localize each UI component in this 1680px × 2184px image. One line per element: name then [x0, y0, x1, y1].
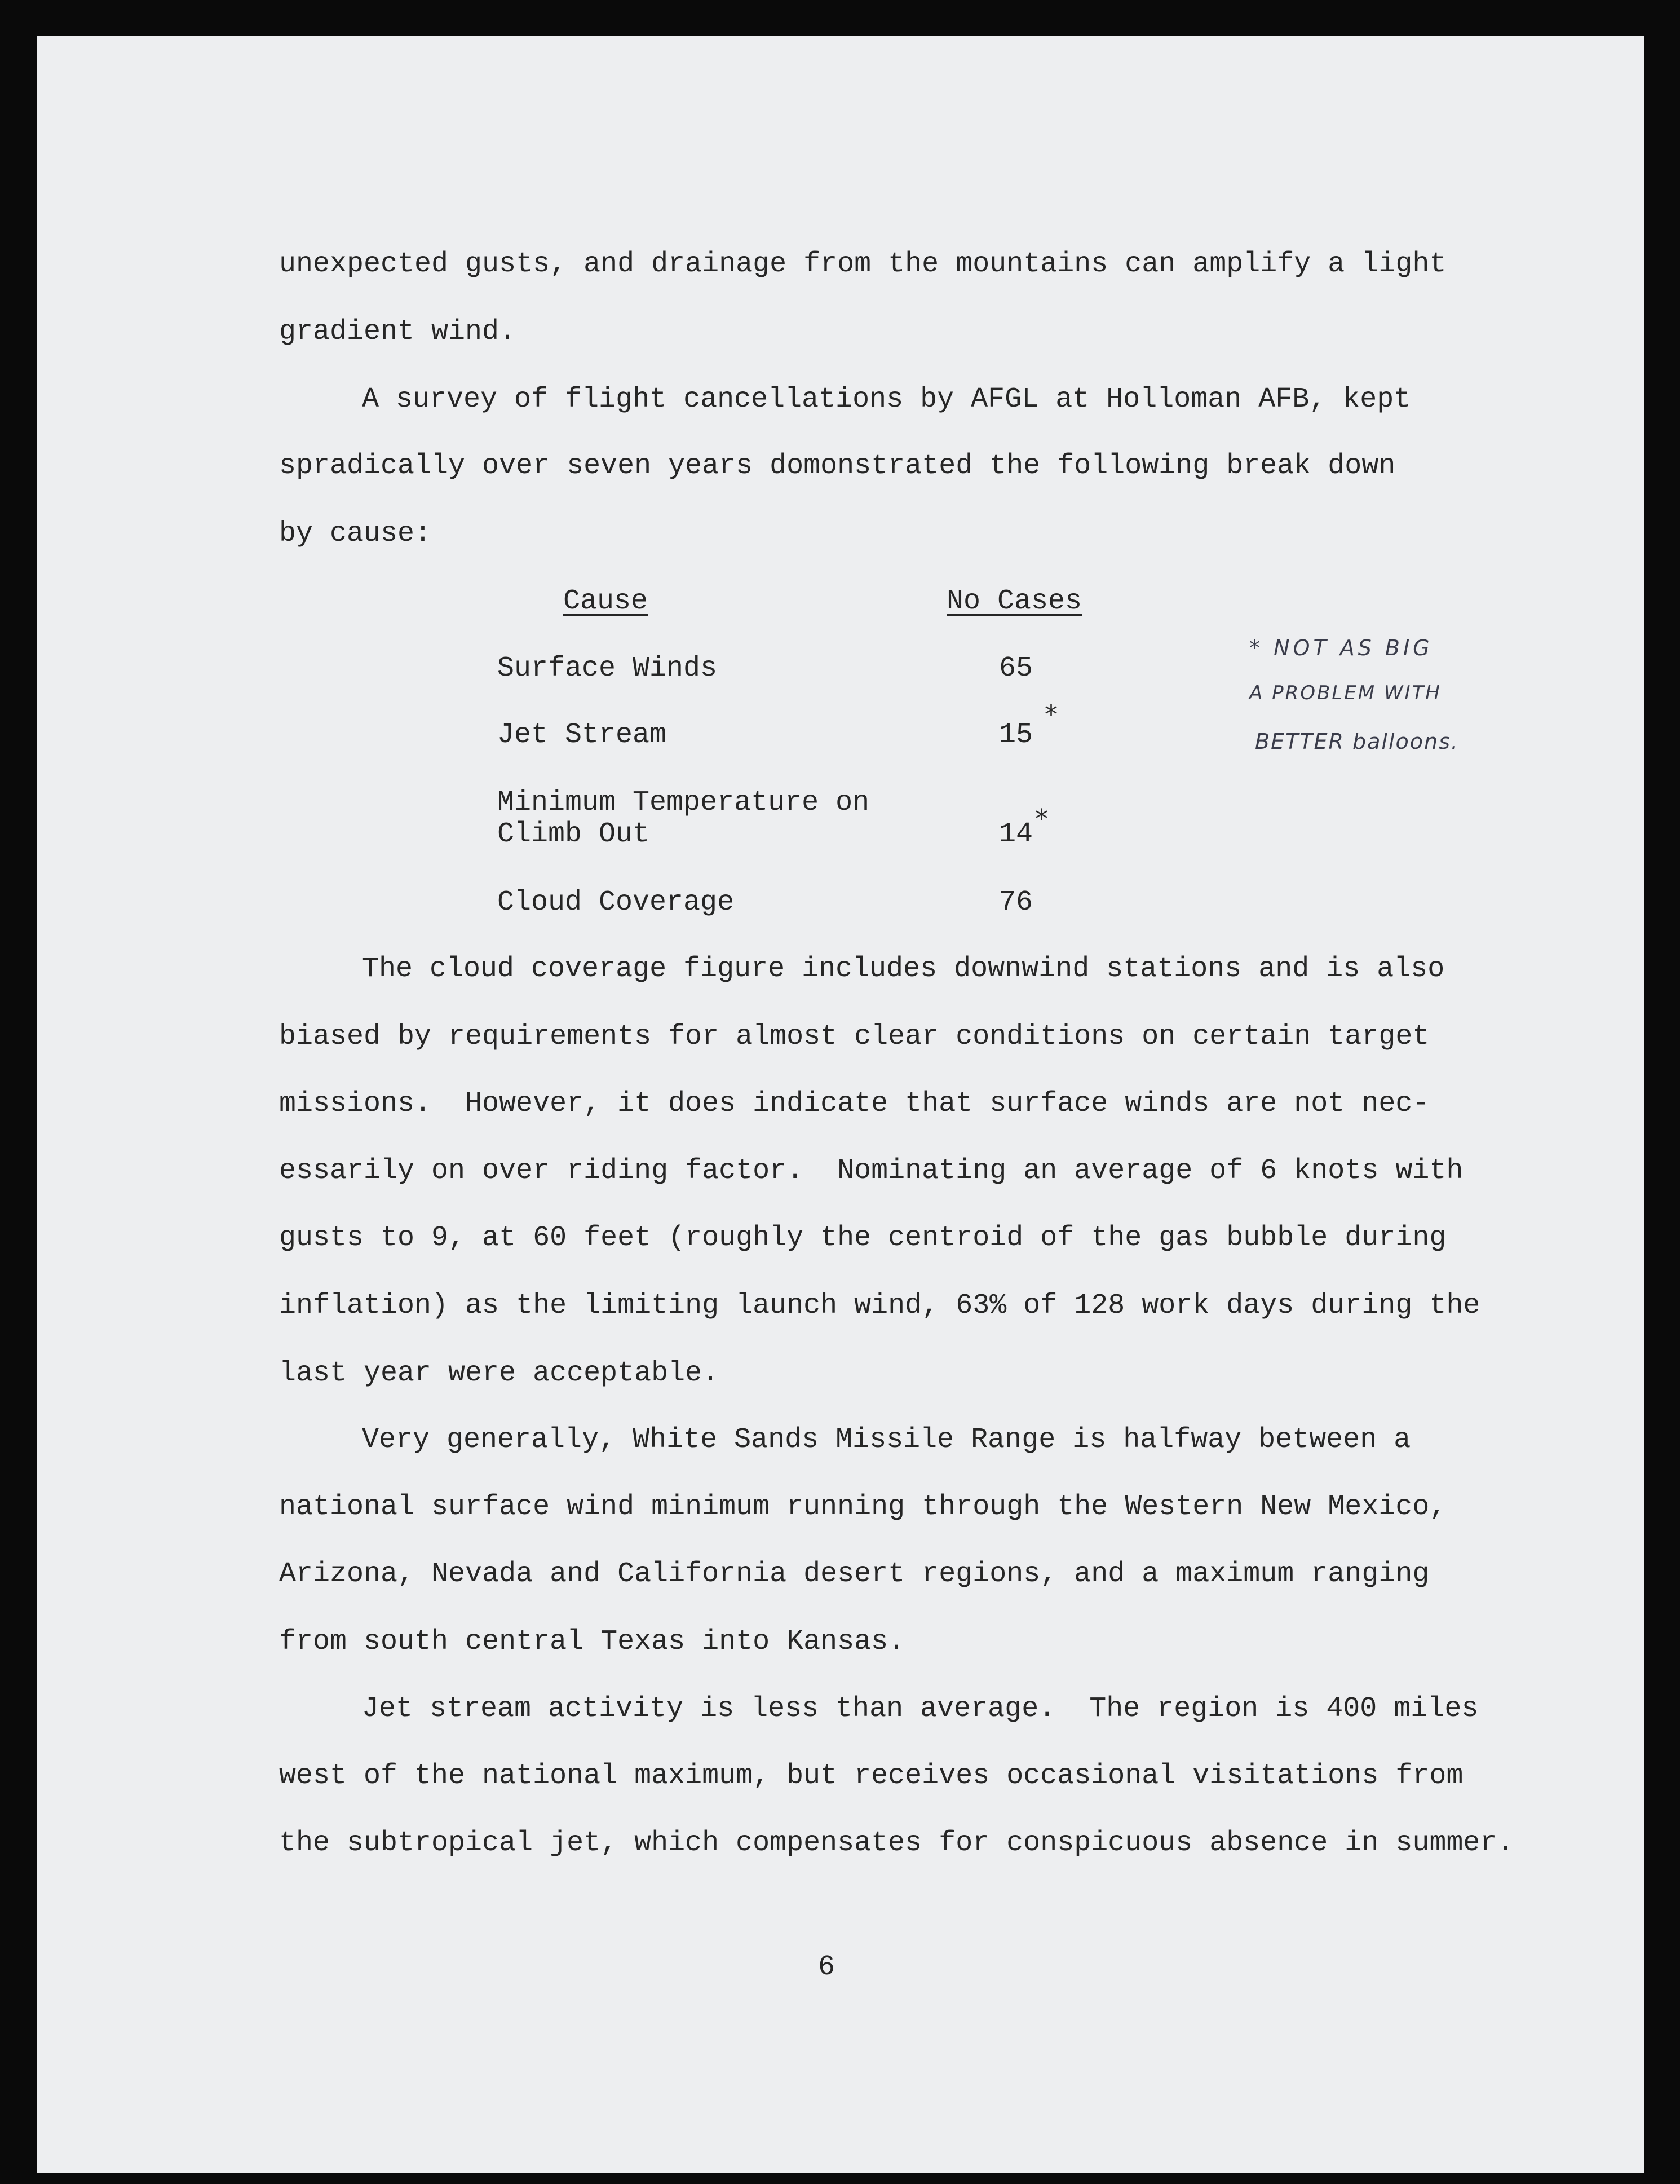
page-number: 6 [818, 1951, 835, 1983]
body-line: by cause: [279, 518, 432, 550]
annotation-line: A PROBLEM WITH [1249, 682, 1442, 704]
table-cause-cell: Jet Stream [497, 719, 667, 751]
body-line: essarily on over riding factor. Nominating an average of 6 knots with [279, 1155, 1464, 1187]
body-line: gradient wind. [279, 316, 516, 348]
body-line: national surface wind minimum running through the Western New Mexico, [279, 1491, 1447, 1523]
body-line: biased by requirements for almost clear conditions on certain target [279, 1021, 1430, 1053]
table-cases-cell: 14 [999, 818, 1033, 850]
table-cases-cell: 15 [999, 719, 1033, 751]
table-header-cases: No Cases [947, 585, 1082, 617]
body-line: Jet stream activity is less than average. The region is 400 miles [362, 1693, 1479, 1725]
table-cause-cell: Cloud Coverage [497, 886, 735, 919]
body-line: spradically over seven years domonstrated the following break down [279, 450, 1396, 482]
body-line: last year were acceptable. [279, 1357, 719, 1389]
table-cases-cell: 76 [999, 886, 1033, 919]
body-line: the subtropical jet, which compensates for conspicuous absence in summer. [279, 1827, 1514, 1859]
document-page [37, 36, 1644, 2173]
body-line: The cloud coverage figure includes downwind stations and is also [362, 953, 1445, 985]
table-cases-cell: 65 [999, 652, 1033, 685]
table-cause-cell: Climb Out [497, 818, 650, 850]
body-line: missions. However, it does indicate that surface winds are not nec- [279, 1088, 1430, 1120]
body-line: Very generally, White Sands Missile Range is halfway between a [362, 1424, 1411, 1456]
table-cause-cell: Minimum Temperature on [497, 787, 870, 819]
body-line: A survey of flight cancellations by AFGL at Holloman AFB, kept [362, 383, 1411, 416]
body-line: west of the national maximum, but receives occasional visitations from [279, 1760, 1464, 1792]
asterisk-mark: * [1045, 699, 1058, 730]
body-line: Arizona, Nevada and California desert regions, and a maximum ranging [279, 1558, 1430, 1590]
body-line: inflation) as the limiting launch wind, 63% of 128 work days during the [279, 1290, 1480, 1322]
table-cause-cell: Surface Winds [497, 652, 718, 685]
asterisk-mark: * [1035, 804, 1048, 834]
annotation-line: * NOT AS BIG [1249, 636, 1433, 660]
annotation-line: BETTER balloons. [1255, 729, 1459, 754]
body-line: from south central Texas into Kansas. [279, 1626, 905, 1658]
body-line: unexpected gusts, and drainage from the mountains can amplify a light [279, 248, 1447, 280]
body-line: gusts to 9, at 60 feet (roughly the centroid of the gas bubble during [279, 1222, 1447, 1254]
table-header-cause: Cause [563, 585, 648, 617]
